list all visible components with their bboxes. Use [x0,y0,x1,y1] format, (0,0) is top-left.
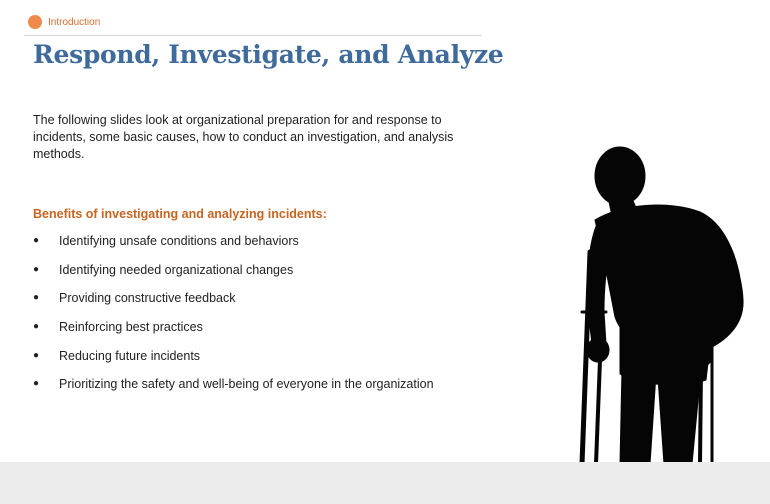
list-item [33,319,434,348]
bullet-icon: ● [33,378,40,390]
crutches-silhouette-image [560,142,760,464]
list-item-text: Prioritizing the safety and well-being of everyone in the organization [59,377,434,392]
list-item [33,348,434,377]
list-item-text: Providing constructive feedback [59,291,236,306]
bullet-icon: ● [33,321,40,333]
list-item-text: Identifying needed organizational changes [59,262,294,277]
header-divider [24,35,482,36]
benefits-list [33,233,434,405]
list-item-text: Reinforcing best practices [59,320,203,335]
breadcrumb [28,15,100,29]
intro-paragraph: The following slides look at organizational preparation for and response to incidents, some basic causes, how to conduct an investigation, and analysis methods. [33,113,454,161]
breadcrumb-label: Introduction [48,16,101,28]
benefits-heading: Benefits of investigating and analyzing incidents: [33,207,327,221]
bullet-icon: ● [33,263,40,275]
list-item [33,290,434,319]
bullet-icon: ● [33,235,40,246]
section-dot-icon [28,15,42,29]
list-item [33,376,434,405]
bullet-icon: ● [33,292,40,304]
list-item-text: Reducing future incidents [59,348,201,363]
list-item [33,233,434,262]
page-title: Respond, Investigate, and Analyze [33,40,504,69]
list-item-text: Identifying unsafe conditions and behaviors [59,234,299,248]
footer-bar [0,462,770,504]
list-item [33,262,434,291]
bullet-icon: ● [33,349,40,361]
